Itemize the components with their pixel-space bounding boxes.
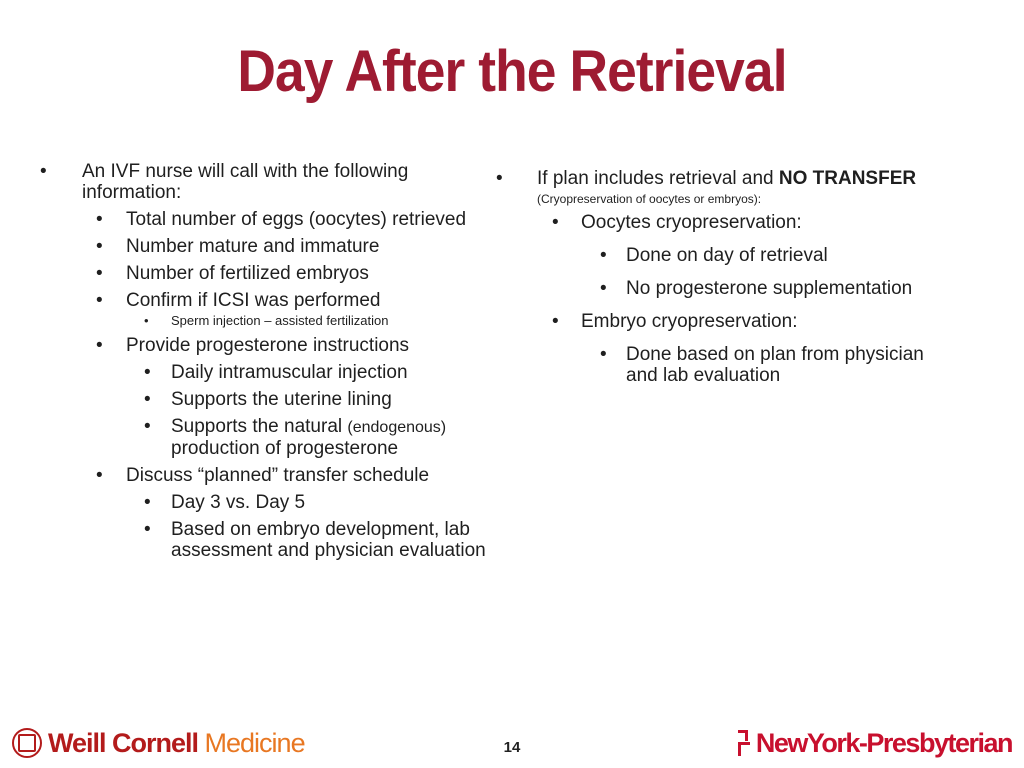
bullet-icsi-note: • Sperm injection – assisted fertilization <box>144 313 389 328</box>
weill-cornell-wordmark: Weill Cornell Medicine <box>48 727 305 758</box>
bullet-mature: • Number mature and immature <box>96 236 380 257</box>
bullet-done-plan: • Done based on plan from physician and lab evaluation <box>600 344 924 386</box>
bullet-dot: • <box>96 263 103 284</box>
bullet-oocytes: • Oocytes cryopreservation: <box>552 212 802 233</box>
bullet-dot: • <box>552 212 559 233</box>
bullet-dot: • <box>40 161 47 182</box>
bullet-icsi: • Confirm if ICSI was performed <box>96 290 381 311</box>
bullet-eggs: • Total number of eggs (oocytes) retrieved <box>96 209 467 230</box>
bullet-intro <box>40 161 490 203</box>
bullet-dot: • <box>600 278 607 299</box>
bullet-dot: • <box>144 416 151 437</box>
bullet-dot: • <box>600 245 607 266</box>
bullet-done-day: • Done on day of retrieval <box>600 245 828 266</box>
bullet-no-progesterone: • No progesterone supplementation <box>600 278 913 299</box>
bullet-dot: • <box>496 168 503 189</box>
cryo-note: (Cryopreservation of oocytes or embryos): <box>537 192 762 206</box>
bullet-dot: • <box>600 344 607 365</box>
bullet-fertilized: • Number of fertilized embryos <box>96 263 369 284</box>
left-column <box>40 161 490 567</box>
bullet-based-on: • Based on embryo development, lab assessment and physician evaluation <box>144 519 486 561</box>
intro-line-1: An IVF nurse will call with the following <box>82 161 409 182</box>
bullet-injection: • Daily intramuscular injection <box>144 362 408 383</box>
bullet-transfer: • Discuss “planned” transfer schedule <box>96 465 430 486</box>
right-column <box>496 168 926 392</box>
bullet-embryo: • Embryo cryopreservation: <box>552 311 798 332</box>
bullet-dot: • <box>144 313 149 328</box>
bullet-lining: • Supports the uterine lining <box>144 389 392 410</box>
bullet-dot: • <box>144 362 151 383</box>
page-number: 14 <box>503 739 521 756</box>
bullet-dot: • <box>96 335 103 356</box>
bullet-dot: • <box>144 492 151 513</box>
bullet-day: • Day 3 vs. Day 5 <box>144 492 306 513</box>
bullet-no-transfer: • If plan includes retrieval and NO TRANSFER (Cryopreservation of oocytes or embryos): <box>496 168 926 206</box>
nyp-mark-icon <box>738 728 752 758</box>
bullet-dot: • <box>144 519 151 540</box>
bullet-dot: • <box>96 236 103 257</box>
intro-line-2: information: <box>82 182 182 203</box>
nyp-logo <box>738 725 1012 761</box>
bullet-natural: • Supports the natural (endogenous) production of progesterone <box>144 416 447 459</box>
bullet-dot: • <box>96 290 103 311</box>
bullet-dot: • <box>96 465 103 486</box>
bullet-dot: • <box>96 209 103 230</box>
bullet-dot: • <box>144 389 151 410</box>
bullet-dot: • <box>552 311 559 332</box>
nyp-wordmark: NewYork-Presbyterian <box>755 727 1012 758</box>
bullet-progesterone: • Provide progesterone instructions <box>96 335 410 356</box>
slide-title: Day After the Retrieval <box>237 39 787 104</box>
